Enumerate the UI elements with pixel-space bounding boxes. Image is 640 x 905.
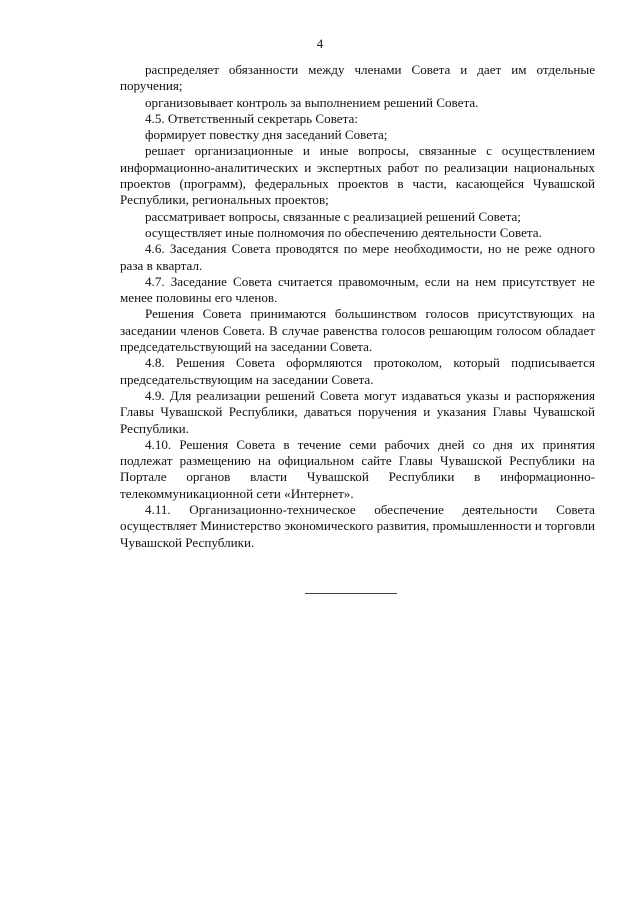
paragraph-organizational-issues: решает организационные и иные вопросы, связанные с осуществлением информационно-аналитических и экспертных работ по реализации национальных проектов (программ), федеральных проектов в части, касающейся Чувашской Республики, региональных проектов;	[120, 143, 595, 208]
paragraph-voting: Решения Совета принимаются большинством голосов присутствующих на заседании членов Совета. В случае равенства голосов решающим голосом обладает председательствующий на заседании Совета.	[120, 306, 595, 355]
paragraph-section-4-6: 4.6. Заседания Совета проводятся по мере необходимости, но не реже одного раза в квартал.	[120, 241, 595, 273]
page-number: 4	[316, 36, 324, 51]
paragraph-duties-distribution: распределяет обязанности между членами Совета и дает им отдельные поручения;	[120, 62, 595, 94]
paragraph-other-powers: осуществляет иные полномочия по обеспечению деятельности Совета.	[145, 224, 542, 240]
paragraph-section-4-7: 4.7. Заседание Совета считается правомочным, если на нем присутствует не менее половины его членов.	[120, 273, 595, 306]
document-body	[120, 62, 595, 551]
paragraph-section-4-11: 4.11. Организационно-техническое обеспечение деятельности Совета осуществляет Министерство экономического развития, промышленности и торговли Чувашской Республики.	[120, 502, 595, 550]
paragraph-agenda: формирует повестку дня заседаний Совета;	[145, 127, 388, 143]
paragraph-section-4-8: 4.8. Решения Совета оформляются протоколом, который подписывается председательствующим на заседании Совета.	[120, 355, 595, 387]
paragraph-section-4-9: 4.9. Для реализации решений Совета могут издаваться указы и распоряжения Главы Чувашской Республики, даваться поручения и указания Главы Чувашской Республики.	[120, 387, 595, 436]
end-separator-line	[305, 593, 397, 594]
paragraph-control-organization: организовывает контроль за выполнением решений Совета.	[145, 94, 479, 110]
paragraph-implementation-issues: рассматривает вопросы, связанные с реализацией решений Совета;	[145, 208, 521, 224]
paragraph-section-4-10: 4.10. Решения Совета в течение семи рабочих дней со дня их принятия подлежат размещению на официальном сайте Главы Чувашской Республики на Портале органов власти Чувашской Республики в информационно-телекоммуникационной сети «Интернет».	[120, 436, 595, 501]
paragraph-section-4-5: 4.5. Ответственный секретарь Совета:	[145, 110, 358, 126]
